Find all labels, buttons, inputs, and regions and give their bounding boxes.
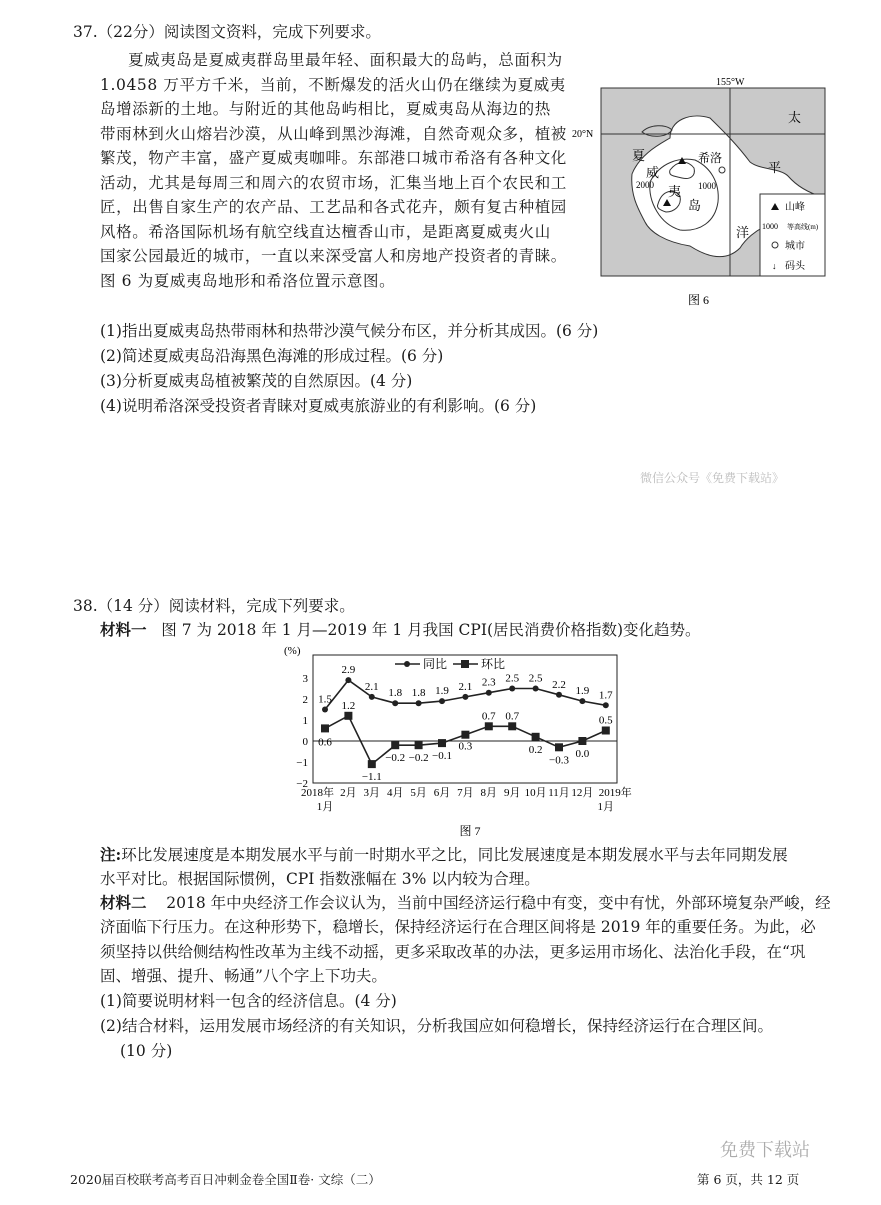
figure-6-caption: 图 6: [688, 293, 710, 307]
data-label: 2.9: [341, 664, 356, 677]
legend-circle-marker: [404, 661, 410, 667]
q38-title: 38.（14 分）阅读材料，完成下列要求。: [73, 597, 355, 615]
y-tick-label: −2: [296, 778, 308, 790]
data-label: 0.2: [528, 743, 543, 756]
passage-line: 带雨林到火山熔岩沙漠，从山峰到黑沙海滩，自然奇观众多，植被: [100, 124, 567, 143]
legend-pier-icon: ↓: [772, 261, 777, 271]
lat-label: 20°N: [572, 129, 594, 140]
data-point: [438, 739, 446, 747]
x-tick-label: 11月: [548, 787, 570, 799]
data-point: [556, 692, 562, 698]
x-tick-label: 3月: [363, 787, 381, 799]
material-1-text: 图 7 为 2018 年 1 月—2019 年 1 月我国 CPI(居民消费价格指数)变化趋势。: [161, 621, 701, 639]
watermark: 微信公众号《免费下载站》: [640, 471, 785, 485]
q37-question-1: (1)指出夏威夷岛热带雨林和热带沙漠气候分布区，并分析其成因。(6 分): [100, 322, 599, 340]
x-tick-label: 9月: [503, 787, 521, 799]
y-tick-label: 2: [302, 694, 308, 706]
ocean-label: 洋: [736, 225, 750, 240]
legend-label: 等高线(m): [787, 223, 819, 231]
data-point: [391, 741, 399, 749]
legend-label: 山峰: [785, 202, 805, 213]
data-point: [508, 722, 516, 730]
contour-label: 2000: [636, 180, 654, 190]
x-tick-label: 12月: [571, 787, 594, 799]
passage-line: 1.0458 万平方千米，当前，不断爆发的活火山仍在继续为夏威夷: [100, 75, 566, 94]
x-tick-label: 1月: [316, 801, 334, 813]
material-2-text: 固、增强、提升、畅通”八个字上下功夫。: [100, 967, 387, 985]
x-tick-label: 6月: [433, 787, 451, 799]
x-tick-label: 2019年: [598, 787, 632, 799]
passage-line: 活动，尤其是每周三和周六的农贸市场，汇集当地上百个农民和工: [100, 173, 567, 192]
note-text: 水平对比。根据国际惯例，CPI 指数涨幅在 3% 以内较为合理。: [100, 870, 540, 888]
data-point: [439, 698, 445, 704]
passage-line: 匠，出售自家生产的农产品、工艺品和各式花卉，颇有复古种植园: [100, 198, 567, 216]
data-label: −0.2: [385, 752, 406, 765]
legend-label: 同比: [423, 657, 448, 671]
footer-title: 2020届百校联考高考百日冲刺金卷全国Ⅱ卷· 文综（二）: [70, 1172, 381, 1187]
figure-7-chart: [270, 640, 670, 840]
q38-question-2-score: (10 分): [120, 1042, 173, 1060]
data-label: −0.1: [432, 750, 452, 763]
material-2-label: 材料二: [100, 893, 147, 912]
data-point: [462, 694, 468, 700]
data-label: 0.5: [598, 714, 613, 727]
legend-label: 城市: [785, 241, 805, 252]
x-tick-label: 4月: [386, 787, 404, 799]
data-label: 0.7: [505, 710, 520, 723]
data-point: [486, 690, 492, 696]
ocean-label: 太: [788, 110, 802, 125]
q37-question-4: (4)说明希洛深受投资者青睐对夏威夷旅游业的有利影响。(6 分): [100, 397, 537, 415]
island-label: 夷: [668, 184, 682, 199]
data-point: [321, 724, 329, 732]
material-1-label: 材料一: [100, 620, 147, 639]
data-label: 1.9: [575, 685, 590, 698]
data-point: [532, 733, 540, 741]
page-number: 第 6 页，共 12 页: [697, 1172, 800, 1187]
q37-question-2: (2)简述夏威夷岛沿海黑色海滩的形成过程。(6 分): [100, 347, 444, 365]
data-point: [392, 700, 398, 706]
y-tick-label: −1: [296, 757, 308, 769]
plot-frame: [313, 655, 617, 783]
passage-line: 图 6 为夏威夷岛地形和希洛位置示意图。: [100, 271, 396, 290]
data-label: 0.6: [318, 736, 332, 749]
figure-7-caption: 图 7: [459, 824, 481, 838]
data-label: 1.8: [388, 687, 403, 700]
data-point: [485, 722, 493, 730]
x-tick-label: 8月: [480, 787, 498, 799]
passage-line: 风格。希洛国际机场有航空线直达檀香山市，是距离夏威夷火山: [100, 222, 551, 241]
legend-label: 码头: [785, 261, 805, 272]
data-label: 2.1: [364, 680, 379, 693]
data-point: [461, 731, 469, 739]
data-point: [579, 698, 585, 704]
x-tick-label: 10月: [524, 787, 547, 799]
data-point: [345, 677, 351, 683]
y-tick-label: 1: [302, 715, 308, 727]
data-point: [602, 727, 610, 735]
x-tick-label: 2月: [340, 787, 357, 799]
island-label: 岛: [688, 198, 702, 213]
island-label: 夏: [632, 148, 646, 163]
data-label: 2.2: [552, 678, 566, 691]
data-label: 1.9: [435, 685, 449, 698]
legend-square-marker: [461, 660, 469, 668]
data-point: [415, 741, 423, 749]
data-label: 0.7: [481, 710, 496, 723]
data-point: [509, 686, 515, 692]
passage-line: 岛增添新的土地。与附近的其他岛屿相比，夏威夷岛从海边的热: [100, 100, 551, 118]
x-tick-label: 7月: [457, 787, 474, 799]
data-point: [344, 712, 352, 720]
data-point: [369, 694, 375, 700]
data-point: [533, 686, 539, 692]
x-tick-label: 5月: [410, 787, 427, 799]
q37-question-3: (3)分析夏威夷岛植被繁茂的自然原因。(4 分): [100, 372, 413, 390]
q38-question-1: (1)简要说明材料一包含的经济信息。(4 分): [100, 992, 397, 1010]
data-label: 2.5: [528, 672, 543, 685]
data-point: [322, 707, 328, 713]
material-2-text: 济面临下行压力。在这种形势下，稳增长，保持经济运行在合理区间将是 2019 年的重要任务。为此，必: [100, 918, 816, 936]
data-label: 2.1: [458, 680, 473, 693]
note-label: 注:: [100, 845, 122, 864]
x-tick-label: 1月: [597, 801, 615, 813]
y-axis-label: (%): [284, 645, 301, 657]
y-tick-label: 0: [302, 736, 308, 748]
data-label: 1.8: [411, 687, 426, 700]
city-label: 希洛: [698, 151, 723, 165]
passage-line: 繁茂，物产丰富，盛产夏威夷咖啡。东部港口城市希洛有各种文化: [100, 149, 567, 167]
lon-label: 155°W: [716, 77, 745, 88]
y-tick-label: 3: [302, 673, 308, 685]
logo-watermark: 免费下载站: [720, 1140, 810, 1161]
data-label: 0.0: [575, 748, 590, 760]
data-label: 1.7: [598, 689, 613, 702]
passage-line: 夏威夷岛是夏威夷群岛里最年轻、面积最大的岛屿，总面积为: [128, 51, 563, 69]
q38-question-2: (2)结合材料，运用发展市场经济的有关知识，分析我国应如何稳增长，保持经济运行在合理区间。: [100, 1017, 773, 1035]
island-label: 威: [646, 165, 660, 180]
x-tick-label: 2018年: [301, 787, 334, 799]
data-point: [603, 702, 609, 708]
ocean-label: 平: [768, 160, 782, 175]
data-label: 0.3: [458, 740, 473, 753]
q37-title: 37.（22分）阅读图文资料，完成下列要求。: [73, 23, 381, 41]
data-label: 1.5: [318, 693, 332, 706]
note-text: 环比发展速度是本期发展水平与前一时期水平之比，同比发展速度是本期发展水平与去年同期发展: [121, 846, 788, 864]
figure-6-map: [570, 72, 840, 312]
legend-label: 1000: [762, 222, 778, 231]
data-point: [368, 760, 376, 768]
data-point: [555, 743, 563, 751]
data-label: 2.3: [481, 676, 496, 689]
contour-label: 1000: [698, 181, 716, 191]
data-label: 2.5: [505, 672, 520, 685]
data-label: −0.2: [408, 752, 429, 765]
data-label: −0.3: [549, 754, 569, 767]
data-label: 1.2: [341, 699, 356, 712]
legend-label: 环比: [481, 657, 506, 671]
material-2-text: 2018 年中央经济工作会议认为，当前中国经济运行稳中有变，变中有忧，外部环境复杂严峻，经: [166, 894, 831, 912]
data-point: [578, 737, 586, 745]
data-point: [416, 700, 422, 706]
passage-line: 国家公园最近的城市，一直以来深受富人和房地产投资者的青睐。: [100, 247, 567, 265]
material-2-text: 须坚持以供给侧结构性改革为主线不动摇，更多采取改革的办法，更多运用市场化、法治化手段，在“巩: [100, 943, 806, 961]
data-label: −1.1: [361, 771, 382, 784]
